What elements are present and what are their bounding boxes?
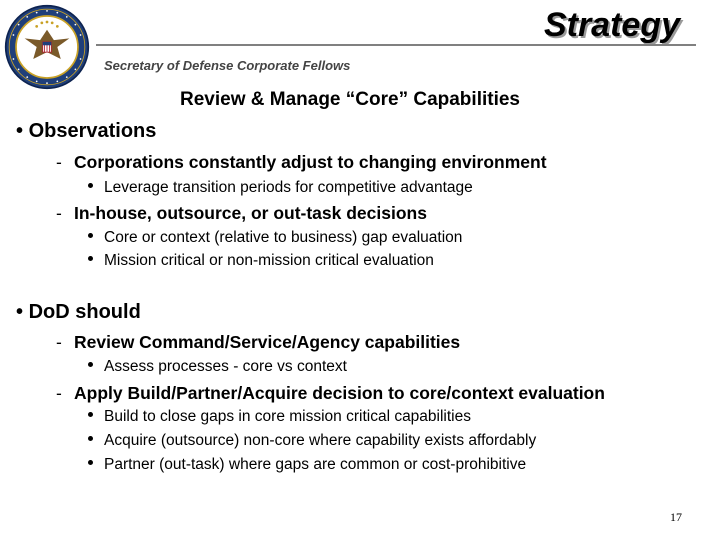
list-item-text: Review Command/Service/Agency capabilities <box>74 332 461 352</box>
section-heading-observations <box>16 120 156 143</box>
bullet-dot-icon <box>88 436 93 441</box>
sub-list-item-text: Mission critical or non-mission critical evaluation <box>104 252 434 269</box>
sub-list-item <box>88 358 347 376</box>
sub-list-item <box>88 179 473 197</box>
sub-list-item <box>88 456 526 474</box>
dash-icon: - <box>56 152 62 172</box>
section-heading-dod-should <box>16 301 141 324</box>
slide-title: Strategy <box>543 6 680 44</box>
bullet-dot-icon <box>88 183 93 188</box>
bullet-dot-icon <box>88 362 93 367</box>
slide-subtitle: Review & Manage “Core” Capabilities <box>180 89 520 110</box>
sub-list-item-text: Build to close gaps in core mission critical capabilities <box>104 408 471 425</box>
section-heading-text: DoD should <box>28 301 141 323</box>
sub-list-item-text: Core or context (relative to business) gap evaluation <box>104 229 463 246</box>
section-heading-text: Observations <box>28 120 157 142</box>
department-of-defense-seal-icon <box>4 4 90 90</box>
sub-list-item <box>88 229 462 247</box>
list-item-text: Apply Build/Partner/Acquire decision to core/context evaluation <box>74 383 605 403</box>
header-subtitle: Secretary of Defense Corporate Fellows <box>104 58 351 73</box>
sub-list-item <box>88 432 536 450</box>
sub-list-item <box>88 408 471 426</box>
header-divider <box>96 44 696 46</box>
page-number: 17 <box>670 510 682 524</box>
bullet-dot-icon <box>88 460 93 465</box>
sub-list-item-text: Assess processes - core vs context <box>104 358 347 375</box>
bullet-icon: • <box>16 120 24 142</box>
bullet-icon: • <box>16 301 24 323</box>
list-item-text: Corporations constantly adjust to changing environment <box>74 152 547 172</box>
sub-list-item-text: Leverage transition periods for competitive advantage <box>104 179 473 196</box>
dash-icon: - <box>56 383 62 403</box>
bullet-dot-icon <box>88 256 93 261</box>
dash-icon: - <box>56 203 62 223</box>
list-item-text: In-house, outsource, or out-task decisions <box>74 203 427 223</box>
dash-icon: - <box>56 332 62 352</box>
sub-list-item-text: Partner (out-task) where gaps are common or cost-prohibitive <box>104 456 527 473</box>
bullet-dot-icon <box>88 233 93 238</box>
bullet-dot-icon <box>88 412 93 417</box>
sub-list-item-text: Acquire (outsource) non-core where capability exists affordably <box>104 432 537 449</box>
sub-list-item <box>88 252 434 270</box>
